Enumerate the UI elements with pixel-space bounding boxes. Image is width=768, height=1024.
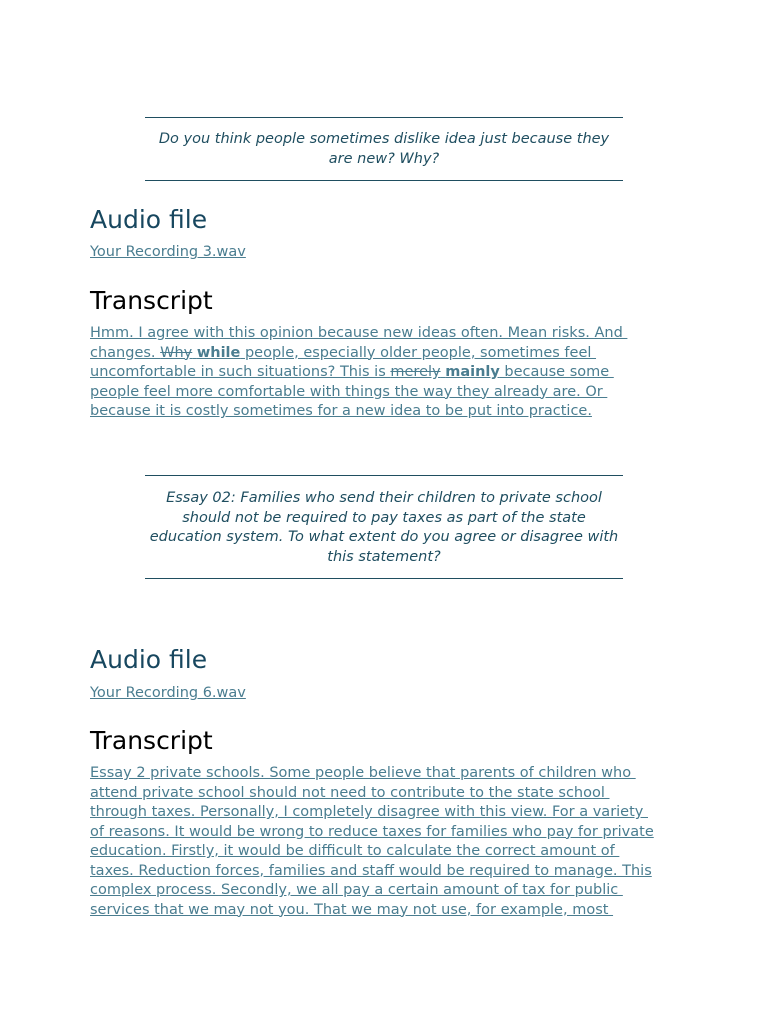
transcript-line-text: uncomfortable in such situations? This is (90, 364, 391, 380)
transcript-line: through taxes. Personally, I completely disagree with this view. For a variety (90, 804, 648, 820)
deleted-word: merely (390, 364, 441, 380)
transcript-line: complex process. Secondly, we all pay a certain amount of tax for public (90, 882, 623, 898)
transcript-heading-2: Transcript (90, 726, 213, 755)
transcript-line: services that we may not you. That we may not use, for example, most (90, 901, 614, 918)
question-text-1: Do you think people sometimes dislike idea just because they are new? Why? (158, 131, 610, 167)
transcript-text-1[interactable] (90, 324, 680, 422)
transcript-line-text: Hmm. I agree with this opinion because new ideas often. Mean risks. And (90, 325, 628, 341)
transcript-line: attend private school should not need to contribute to the state school (90, 784, 610, 801)
audio-file-heading-2: Audio file (90, 645, 208, 674)
question-text-2: Essay 02: Families who send their children to private school should not be required to pay taxes as part of the state education system. To what extent do you agree or disagree with this statement? (149, 490, 619, 565)
transcript-line (90, 344, 680, 364)
question-quote-1 (145, 117, 623, 181)
transcript-line (90, 402, 680, 422)
transcript-line-text: because some (499, 364, 614, 380)
transcript-line: of reasons. It would be wrong to reduce taxes for families who pay for private (90, 823, 654, 840)
transcript-line: Essay 2 private schools. Some people believe that parents of children who (90, 765, 636, 781)
question-quote-2 (145, 475, 623, 579)
transcript-line-text: people feel more comfortable with things the way they already are. Or (90, 383, 608, 400)
inserted-word: mainly (445, 364, 500, 380)
audio-file-heading-1: Audio file (90, 205, 208, 234)
transcript-line-text: because it is costly sometimes for a new idea to be put into practice. (90, 403, 592, 419)
deleted-word: Why (160, 344, 193, 361)
transcript-text-2[interactable] (90, 764, 680, 920)
transcript-heading-1: Transcript (90, 286, 213, 315)
transcript-line-text: people, especially older people, sometimes feel (240, 344, 597, 361)
transcript-line: taxes. Reduction forces, families and staff would be required to manage. This (90, 862, 652, 879)
transcript-line (90, 324, 680, 344)
transcript-line-text: changes. (90, 344, 161, 361)
inserted-word: while (196, 344, 241, 361)
transcript-line: education. Firstly, it would be difficult to calculate the correct amount of (90, 843, 620, 859)
transcript-line (90, 383, 680, 403)
transcript-line (90, 363, 680, 383)
audio-file-link-1[interactable]: Your Recording 3.wav (90, 244, 246, 260)
audio-file-link-2[interactable]: Your Recording 6.wav (90, 685, 246, 701)
